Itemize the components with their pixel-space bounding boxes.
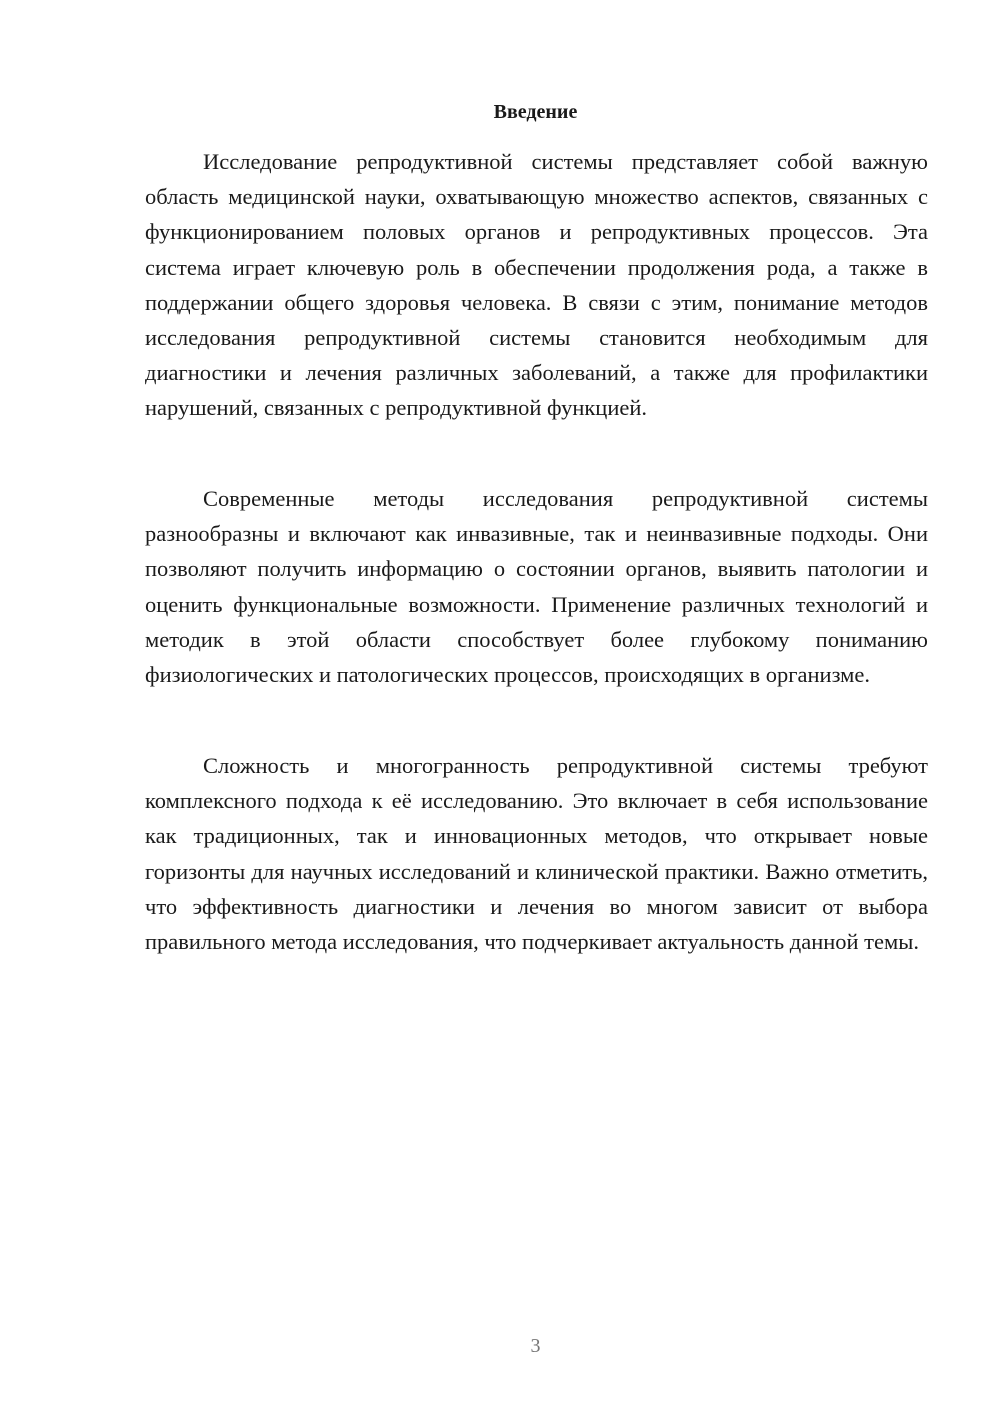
paragraph-1-container <box>145 144 928 426</box>
paragraph-3: Сложность и многогранность репродуктивной системы требуют комплексного подхода к её исследованию. Это включает в себя использование как традиционных, так и инновационных методов, что открывает новые горизонты для научных исследований и клинической практики. Важно отметить, что эффективность диагностики и лечения во многом зависит от выбора правильного метода исследования, что подчеркивает актуальность данной темы. <box>145 753 928 955</box>
page-number: 3 <box>530 1335 541 1357</box>
paragraph-2: Современные методы исследования репродуктивной системы разнообразны и включают как инвазивные, так и неинвазивные подходы. Они позволяют получить информацию о состоянии органов, выявить патологии и оценить функциональные возможности. Применение различных технологий и методик в этой области способствует более глубокому пониманию физиологических и патологических процессов, происходящих в организме. <box>145 486 928 688</box>
section-heading: Введение <box>493 101 578 123</box>
paragraph-2-container <box>145 481 928 692</box>
paragraph-3-container <box>145 748 928 959</box>
paragraph-1: Исследование репродуктивной системы представляет собой важную область медицинской науки, охватывающую множество аспектов, связанных с функционированием половых органов и репродуктивных процессов. Эта система играет ключевую роль в обеспечении продолжения рода, а также в поддержании общего здоровья человека. В связи с этим, понимание методов исследования репродуктивной системы становится необходимым для диагностики и лечения различных заболеваний, а также для профилактики нарушений, связанных с репродуктивной функцией. <box>145 149 928 421</box>
